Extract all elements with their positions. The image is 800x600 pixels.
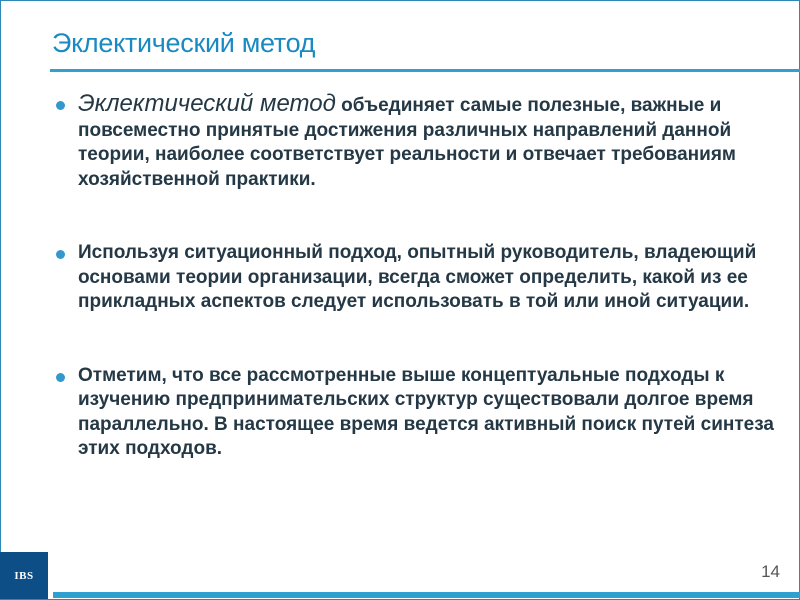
bullet-text: объединяет самые полезные, важные и повсеместно принятые достижения различных направлений данной теории, наиболее соответствует реальности и отвечает требованиям хозяйственной практики. xyxy=(78,95,736,190)
bullet-list xyxy=(52,92,782,462)
title-underline xyxy=(50,69,800,72)
bullet-item-situational-approach xyxy=(52,241,782,315)
footer-bar xyxy=(53,592,800,598)
page-number: 14 xyxy=(761,562,780,581)
bullet-item-eclectic-method xyxy=(52,92,782,192)
slide-title: Эклектический метод xyxy=(52,28,316,58)
bullet-lead-term: Эклектический метод xyxy=(78,90,336,117)
bullet-dot-icon xyxy=(56,101,65,110)
bullet-dot-icon xyxy=(56,250,65,259)
bullet-dot-icon xyxy=(56,373,65,382)
bullet-text: Отметим, что все рассмотренные выше концептуальные подходы к изучению предпринимательских структур существовали долгое время параллельно. В настоящее время ведется активный поиск путей синтеза этих подходов. xyxy=(78,364,774,459)
bullet-item-conceptual-approaches xyxy=(52,364,782,462)
bullet-text: Используя ситуационный подход, опытный руководитель, владеющий основами теории организации, всегда сможет определить, какой из ее прикладных аспектов следует использовать в той или иной ситуации. xyxy=(78,242,757,312)
ibs-logo: IBS xyxy=(0,552,48,599)
